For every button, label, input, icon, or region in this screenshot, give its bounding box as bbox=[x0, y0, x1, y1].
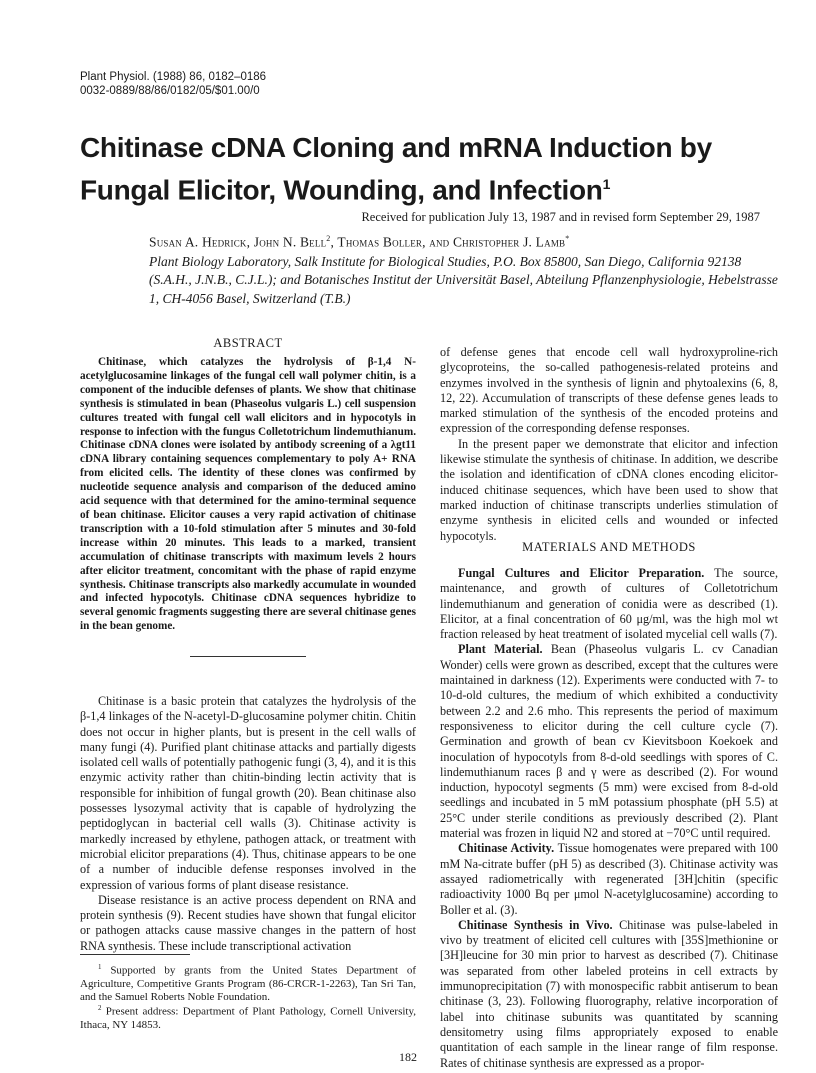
received-date: Received for publication July 13, 1987 and in revised form September 29, 1987 bbox=[361, 210, 760, 224]
methods-heading: MATERIALS AND METHODS bbox=[522, 540, 696, 554]
author-4-mark: * bbox=[565, 234, 570, 243]
intro-paragraph-1: Chitinase is a basic protein that catalyzes the hydrolysis of the β-1,4 linkages of the N-acetyl-D-glucosamine polymer chitin. Chitin does not occur in higher plants, but is present in the cell walls of many fungi (4). Purified plant chitinase attacks and partially digests isolated cell walls of potentially pathogenic fungi (3, 4), and it is this enzymic activity rather than chitin-binding lectin activity that is responsible for inhibition of fungal growth (20). Bean chitinase also possesses lysozymal activity that is capable of hydrolyzing the peptidoglycan in bacterial cell walls (3). Chitinase activity is markedly increased by ethylene, pathogen attack, or treatment with microbial elicitor preparations (4). Thus, chitinase appears to be one of a number of inducible defense responses involved in the expression of various forms of plant disease resistance. bbox=[80, 694, 416, 892]
methods-fungal-cultures bbox=[440, 566, 778, 642]
methods-plant-material-heading: Plant Material. bbox=[458, 642, 543, 657]
footnote-2 bbox=[80, 1002, 416, 1032]
journal-citation: Plant Physiol. (1988) 86, 0182–0186 bbox=[80, 71, 267, 83]
footnote-divider bbox=[80, 954, 190, 955]
journal-code: 0032-0889/88/86/0182/05/$01.00/0 bbox=[80, 85, 260, 97]
right-column-intro bbox=[440, 345, 778, 544]
footnote-1-text: Supported by grants from the United States Department of Agriculture, Competitive Grants Program (86-CRCR-1-2263), Tan Sri Tan, and the Samuel Roberts Noble Foundation. bbox=[80, 964, 416, 1004]
article-title-text: Chitinase cDNA Cloning and mRNA Induction by Fungal Elicitor, Wounding, and Infection bbox=[80, 132, 712, 206]
article-title bbox=[80, 130, 760, 208]
methods-fungal-cultures-heading: Fungal Cultures and Elicitor Preparation. bbox=[458, 566, 705, 580]
footnote-1 bbox=[80, 961, 416, 1005]
page-number: 182 bbox=[399, 1050, 417, 1064]
methods-plant-material bbox=[440, 642, 778, 841]
author-4: Christopher J. Lamb bbox=[452, 234, 566, 250]
footnote-1-mark: 1 bbox=[98, 963, 102, 971]
abstract-divider bbox=[190, 656, 306, 657]
affiliation: Plant Biology Laboratory, Salk Institute for Biological Studies, P.O. Box 85800, San Diego, California 92138 (S.A.H., J.N.B., C.J.L.); and Botanisches Institut der Universität Basel, Abteilung Pflanzenphysiologie, Hebelstrasse 1, CH-4056 Basel, Switzerland (T.B.) bbox=[149, 254, 778, 306]
footnote-2-mark: 2 bbox=[98, 1004, 102, 1012]
methods-chitinase-activity-text: Tissue homogenates were prepared with 100 mM Na-citrate buffer (pH 5) as described (3). Chitinase activity was assayed radiometrically with regenerated [3H]chitin (specific radioactivity 1000 Bq per μmol N-acetylglucosamine) according to Boller et al. (3). bbox=[440, 841, 778, 917]
right-paragraph-1: of defense genes that encode cell wall hydroxyproline-rich glycoproteins, the so-called pathogenesis-related proteins and enzymes involved in the synthesis of lignin and phytoalexins (6, 8, 12, 22). Accumulation of transcripts of these defense genes leads to marked stimulation of the synthesis of the encoded proteins and expression of the corresponding defense responses. bbox=[440, 345, 778, 436]
author-2-mark: 2 bbox=[326, 234, 331, 243]
methods-chitinase-synthesis-text: Chitinase was pulse-labeled in vivo by treatment of elicited cell cultures with [35S]methionine or [3H]leucine for 30 min prior to harvest as described (7). Chitinase was separated from other labeled proteins in cell extracts by immunoprecipitation (7) with monospecific rabbit antiserum to bean chitinase (3, 23). Following fluorography, relative incorporation of label into chitinase subunits was quantitated by scanning densitometry using films appropriately exposed to enable quantitation of each sample in the linear range of film response. Rates of chitinase synthesis are expressed as a propor- bbox=[440, 917, 778, 1070]
right-paragraph-2: In the present paper we demonstrate that elicitor and infection likewise stimulate the synthesis of chitinase. In addition, we describe the isolation and identification of cDNA clones encoding elicitor-induced chitinase sequences, which have been used to show that marked induction of chitinase transcripts underlies stimulation of enzyme synthesis in elicited cells and wounded or infected hypocotyls. bbox=[440, 436, 778, 543]
abstract-text bbox=[80, 356, 416, 634]
methods-chitinase-activity-heading: Chitinase Activity. bbox=[458, 841, 555, 856]
methods-section bbox=[440, 566, 778, 1071]
abstract-paragraph: Chitinase, which catalyzes the hydrolysis of β-1,4 N-acetylglucosamine linkages of the fungal cell wall polymer chitin, is a component of the inducible defenses of plants. We show that chitinase synthesis is stimulated in bean (Phaseolus vulgaris L.) cell suspension cultures treated with fungal cell wall elicitors and in hypocotyls in response to infection with the fungus Colletotrichum lindemuthianum. Chitinase cDNA clones were isolated by antibody screening of a λgt11 cDNA library containing sequences complementary to poly A+ RNA from elicited cells. The identity of these clones was confirmed by nucleotide sequence analysis and comparison of the deduced amino acid sequence with that determined for the amino-terminal sequence of bean chitinase. Elicitor causes a very rapid activation of chitinase transcription with a 10-fold stimulation after 5 minutes and 30-fold increase within 20 minutes. This leads to a marked, transient accumulation of chitinase transcripts with maximum levels 2 hours after elicitor treatment, concomitant with the phase of rapid enzyme synthesis. Chitinase transcripts also markedly accumulate in wounded and infected hypocotyls. Chitinase cDNA sequences hybridize to several genomic fragments suggesting there are several chitinase genes in the bean genome. bbox=[80, 356, 416, 633]
journal-header bbox=[80, 70, 266, 98]
methods-plant-material-text: Bean (Phaseolus vulgaris L. cv Canadian Wonder) cells were grown as described, except that the cultures were maintained in darkness (12). Experiments were conducted with 7- to 10-d-old cultures, the medium of which exhibited a conductivity between 2.2 and 2.6 mho. This represents the period of maximum responsiveness to elicitor during the cell culture cycle (7). Germination and growth of bean cv Kievitsboon Koekoek and inoculation of hypocotyls from 8-d-old seedlings with spores of C. lindemuthianum races β and γ were as described (2). For wound induction, hypocotyl segments (5 mm) were excised from 8-d-old seedlings and incubated in 5 mM potassium phosphate (pH 5.5) at 25°C under sterile conditions as previously described (2). Plant material was frozen in liquid N2 and stored at −70°C until required. bbox=[440, 642, 778, 841]
methods-fungal-cultures-text: The source, maintenance, and growth of cultures of Colletotrichum lindemuthianum and generation of conidia were as described (1). Elicitor, at a final concentration of 60 μg/ml, was the high mol wt fraction released by heat treatment of isolated mycelial cell walls (7). bbox=[440, 566, 778, 642]
intro-paragraph-2: Disease resistance is an active process dependent on RNA and protein synthesis (9). Recent studies have shown that fungal elicitor or pathogen attacks cause massive changes in the pattern of host RNA synthesis. These include transcriptional activation bbox=[80, 892, 416, 953]
title-footnote-mark: 1 bbox=[602, 176, 611, 192]
abstract-heading: ABSTRACT bbox=[213, 336, 283, 350]
author-3: , Thomas Boller, and bbox=[330, 234, 453, 250]
methods-chitinase-activity bbox=[440, 841, 778, 917]
author-2: John N. Bell bbox=[253, 234, 327, 250]
methods-chitinase-synthesis-heading: Chitinase Synthesis in Vivo. bbox=[458, 917, 613, 932]
methods-chitinase-synthesis bbox=[440, 918, 778, 1071]
introduction bbox=[80, 694, 416, 954]
author-list bbox=[149, 234, 569, 251]
footnote-2-text: Present address: Department of Plant Pathology, Cornell University, Ithaca, NY 14853. bbox=[80, 1005, 416, 1032]
author-1: Susan A. Hedrick, bbox=[149, 234, 254, 250]
